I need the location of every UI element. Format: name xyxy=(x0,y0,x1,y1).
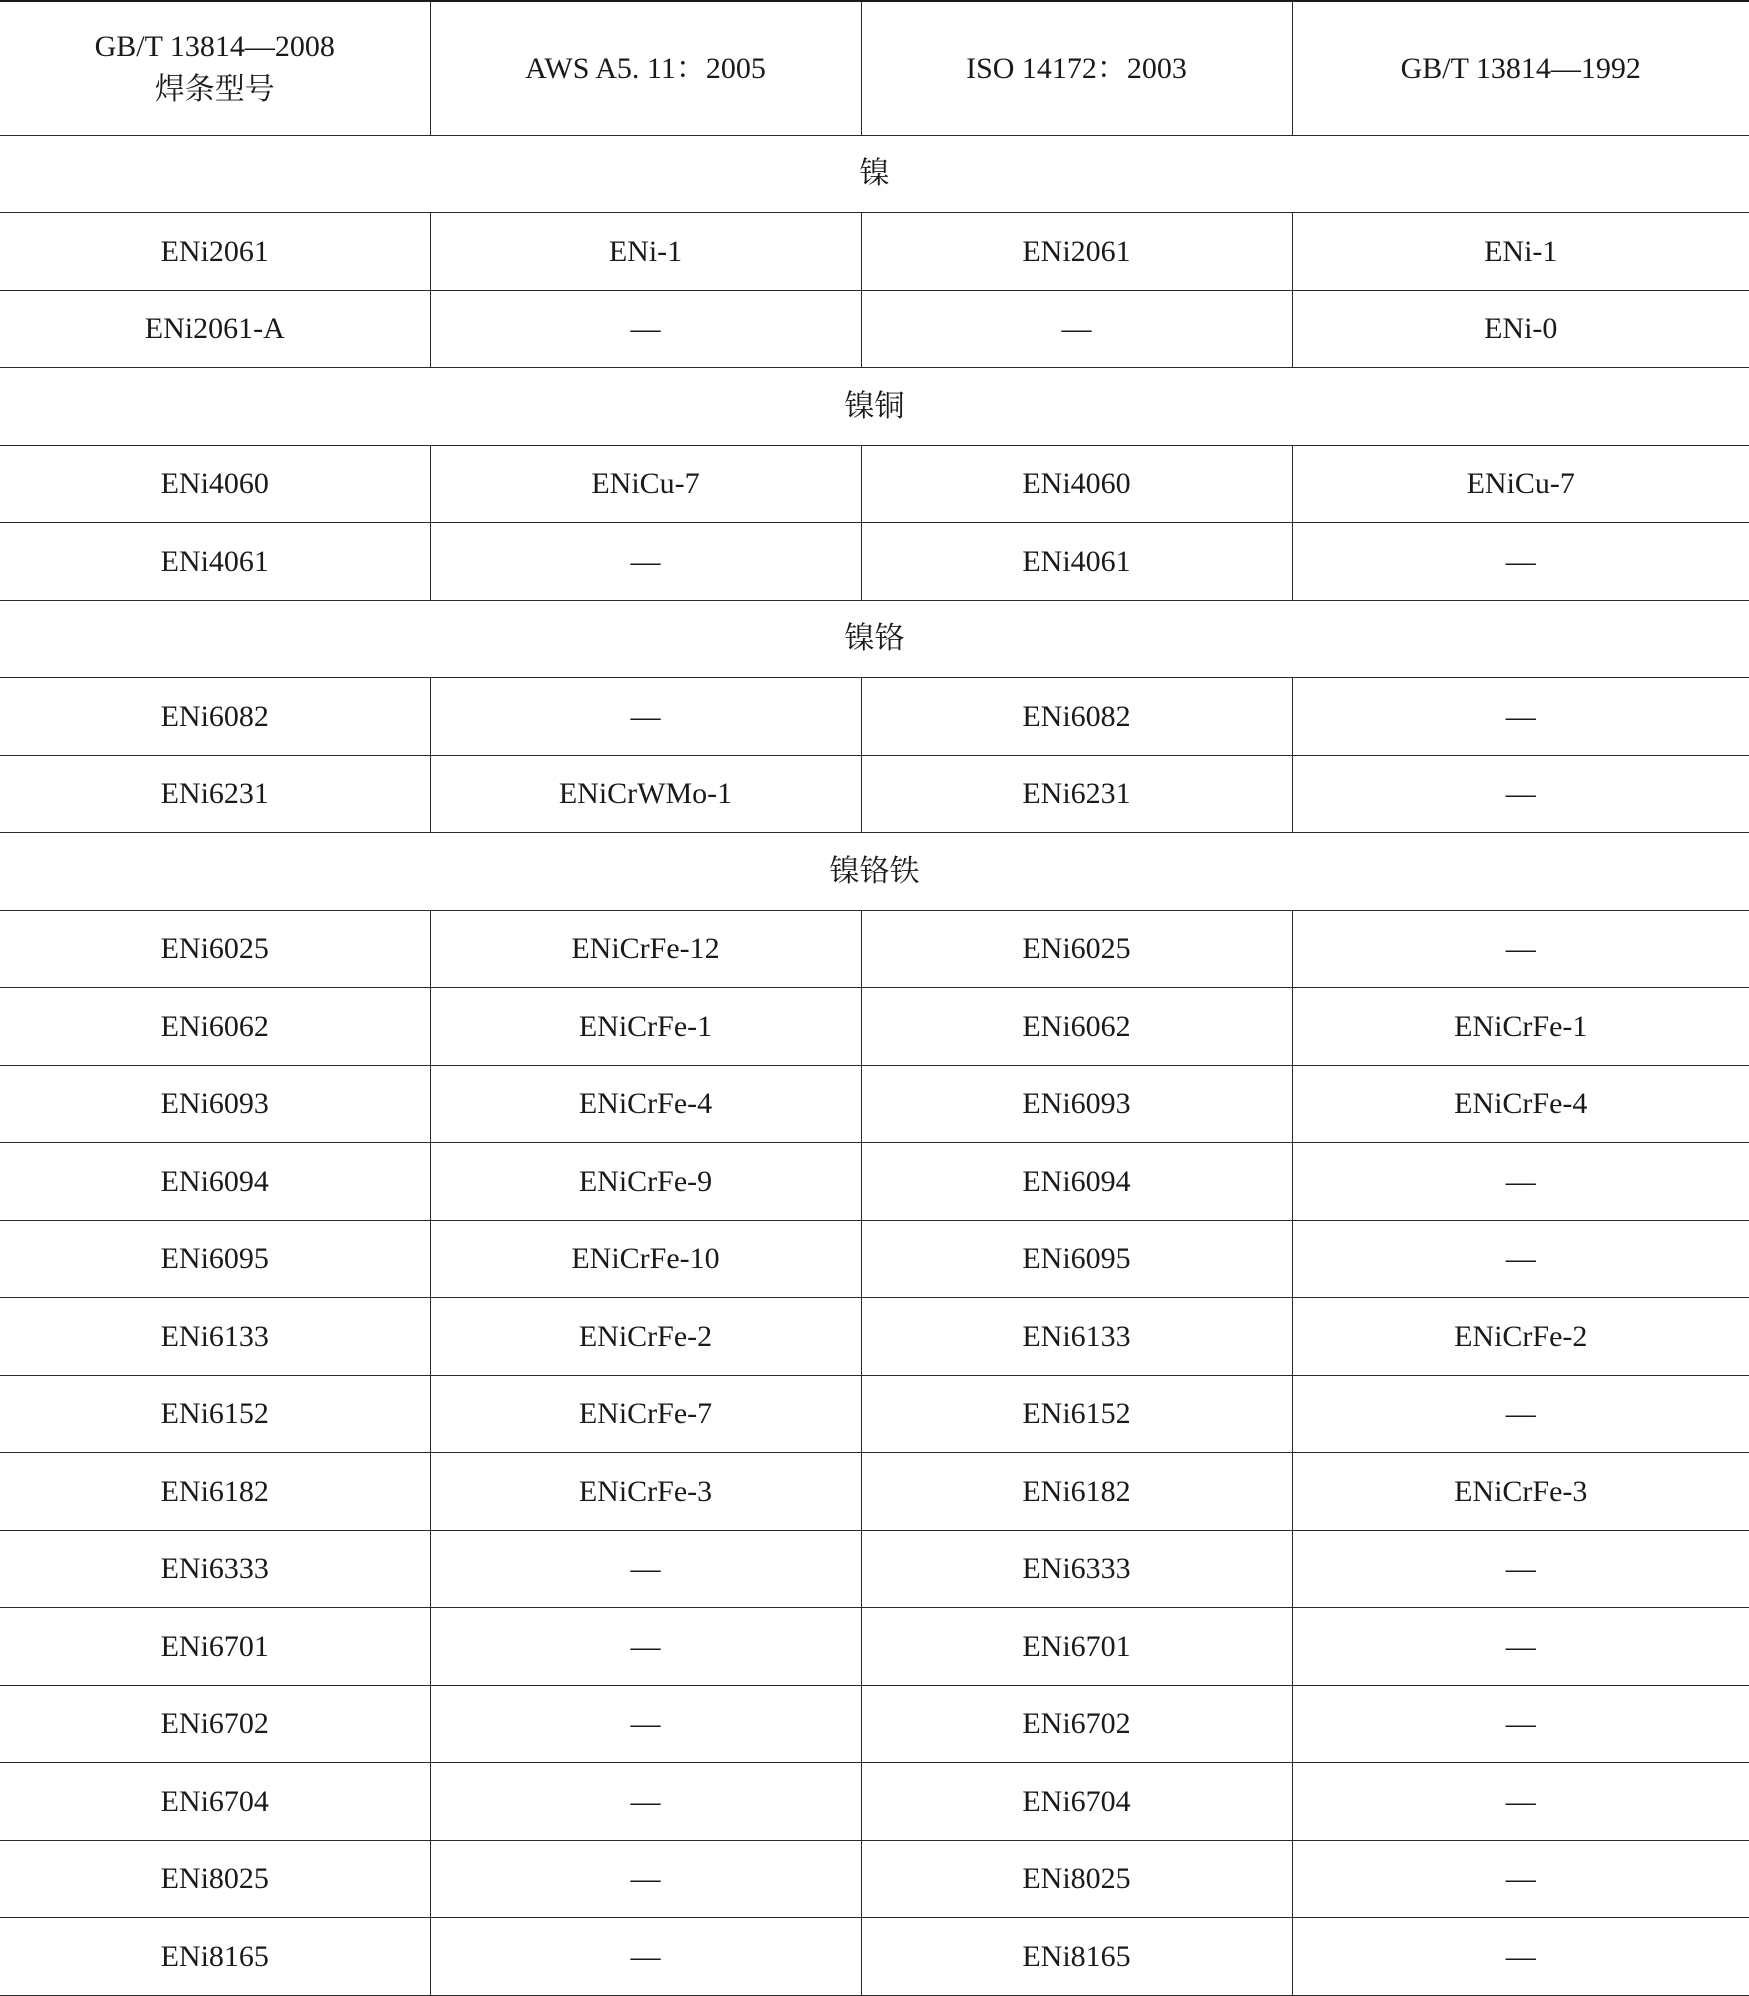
cell-aws: ENiCrFe-2 xyxy=(430,1298,861,1376)
table-row xyxy=(0,1453,1749,1531)
cell-iso: ENi2061 xyxy=(861,213,1292,291)
cell-iso: ENi6133 xyxy=(861,1298,1292,1376)
cell-gb-1992: ENi-1 xyxy=(1292,213,1749,291)
cell-gb-2008: ENi4060 xyxy=(0,445,430,523)
cell-gb-1992: — xyxy=(1292,910,1749,988)
cell-gb-2008: ENi6182 xyxy=(0,1453,430,1531)
header-aws xyxy=(430,1,861,135)
cell-aws: ENiCrWMo-1 xyxy=(430,755,861,833)
cell-iso: ENi4060 xyxy=(861,445,1292,523)
section-heading: 镍铬铁 xyxy=(0,833,1749,911)
table-row xyxy=(0,755,1749,833)
cell-gb-1992: — xyxy=(1292,1918,1749,1996)
cell-aws: — xyxy=(430,523,861,601)
table-row xyxy=(0,1065,1749,1143)
cell-aws: ENiCrFe-4 xyxy=(430,1065,861,1143)
cell-gb-1992: — xyxy=(1292,1530,1749,1608)
section-row xyxy=(0,600,1749,678)
cell-aws: ENi-1 xyxy=(430,213,861,291)
cell-iso: ENi4061 xyxy=(861,523,1292,601)
cell-gb-2008: ENi6025 xyxy=(0,910,430,988)
cell-aws: — xyxy=(430,678,861,756)
cell-aws: ENiCrFe-7 xyxy=(430,1375,861,1453)
header-iso-line: ISO 14172：2003 xyxy=(862,47,1292,91)
cell-gb-2008: ENi6082 xyxy=(0,678,430,756)
cell-aws: ENiCrFe-9 xyxy=(430,1143,861,1221)
table-row xyxy=(0,1298,1749,1376)
cell-gb-1992: — xyxy=(1292,1220,1749,1298)
cell-gb-1992: ENi-0 xyxy=(1292,290,1749,368)
cell-gb-1992: — xyxy=(1292,1763,1749,1841)
table-row xyxy=(0,678,1749,756)
table-row xyxy=(0,1220,1749,1298)
table-body xyxy=(0,135,1749,1995)
table-row xyxy=(0,910,1749,988)
cell-gb-1992: — xyxy=(1292,1608,1749,1686)
cell-aws: — xyxy=(430,1530,861,1608)
table-row xyxy=(0,213,1749,291)
cell-gb-2008: ENi2061 xyxy=(0,213,430,291)
table-row xyxy=(0,1918,1749,1996)
table-row xyxy=(0,1840,1749,1918)
cell-aws: — xyxy=(430,1840,861,1918)
cell-aws: ENiCrFe-3 xyxy=(430,1453,861,1531)
cell-iso: ENi6704 xyxy=(861,1763,1292,1841)
cell-gb-1992: — xyxy=(1292,755,1749,833)
cell-iso: ENi6082 xyxy=(861,678,1292,756)
cell-aws: — xyxy=(430,1918,861,1996)
table-row xyxy=(0,1530,1749,1608)
cell-gb-1992: — xyxy=(1292,1840,1749,1918)
cell-aws: — xyxy=(430,290,861,368)
cell-gb-1992: ENiCrFe-1 xyxy=(1292,988,1749,1066)
section-heading: 镍铬 xyxy=(0,600,1749,678)
header-gb-2008-line-1: GB/T 13814—2008 xyxy=(0,25,430,69)
cell-iso: ENi6152 xyxy=(861,1375,1292,1453)
cell-iso: — xyxy=(861,290,1292,368)
header-gb-2008-line-2: 焊条型号 xyxy=(0,68,430,112)
cell-iso: ENi6702 xyxy=(861,1685,1292,1763)
cell-gb-2008: ENi6333 xyxy=(0,1530,430,1608)
header-row xyxy=(0,1,1749,135)
header-iso xyxy=(861,1,1292,135)
cell-iso: ENi6094 xyxy=(861,1143,1292,1221)
cell-gb-2008: ENi6702 xyxy=(0,1685,430,1763)
cell-iso: ENi6182 xyxy=(861,1453,1292,1531)
cell-aws: ENiCrFe-10 xyxy=(430,1220,861,1298)
table-row xyxy=(0,1608,1749,1686)
header-gb-1992-line: GB/T 13814—1992 xyxy=(1293,47,1749,91)
cell-iso: ENi6062 xyxy=(861,988,1292,1066)
cell-gb-2008: ENi6093 xyxy=(0,1065,430,1143)
cell-gb-2008: ENi2061-A xyxy=(0,290,430,368)
cell-aws: ENiCrFe-12 xyxy=(430,910,861,988)
cell-gb-2008: ENi6231 xyxy=(0,755,430,833)
cell-gb-1992: — xyxy=(1292,678,1749,756)
cell-aws: — xyxy=(430,1685,861,1763)
cell-iso: ENi6025 xyxy=(861,910,1292,988)
cell-aws: ENiCrFe-1 xyxy=(430,988,861,1066)
cell-iso: ENi6701 xyxy=(861,1608,1292,1686)
table-row xyxy=(0,988,1749,1066)
table-header xyxy=(0,1,1749,135)
cell-gb-1992: — xyxy=(1292,1143,1749,1221)
cell-gb-1992: ENiCrFe-4 xyxy=(1292,1065,1749,1143)
cell-gb-2008: ENi8165 xyxy=(0,1918,430,1996)
cell-gb-2008: ENi6094 xyxy=(0,1143,430,1221)
cell-iso: ENi8025 xyxy=(861,1840,1292,1918)
header-gb-2008 xyxy=(0,1,430,135)
cell-gb-2008: ENi6133 xyxy=(0,1298,430,1376)
cell-gb-2008: ENi6701 xyxy=(0,1608,430,1686)
cell-gb-2008: ENi8025 xyxy=(0,1840,430,1918)
cell-gb-1992: — xyxy=(1292,1685,1749,1763)
section-row xyxy=(0,833,1749,911)
cell-iso: ENi6333 xyxy=(861,1530,1292,1608)
table-row xyxy=(0,290,1749,368)
cell-iso: ENi6231 xyxy=(861,755,1292,833)
section-heading: 镍铜 xyxy=(0,368,1749,446)
section-heading: 镍 xyxy=(0,135,1749,213)
cell-gb-1992: — xyxy=(1292,523,1749,601)
cell-gb-2008: ENi6095 xyxy=(0,1220,430,1298)
cell-iso: ENi6093 xyxy=(861,1065,1292,1143)
cell-gb-1992: ENiCrFe-2 xyxy=(1292,1298,1749,1376)
cell-aws: ENiCu-7 xyxy=(430,445,861,523)
cell-gb-2008: ENi6152 xyxy=(0,1375,430,1453)
header-aws-line: AWS A5. 11：2005 xyxy=(431,47,861,91)
header-gb-1992 xyxy=(1292,1,1749,135)
cell-gb-2008: ENi6062 xyxy=(0,988,430,1066)
cell-gb-2008: ENi6704 xyxy=(0,1763,430,1841)
table-row xyxy=(0,1763,1749,1841)
cell-aws: — xyxy=(430,1763,861,1841)
cell-iso: ENi8165 xyxy=(861,1918,1292,1996)
table-row xyxy=(0,1685,1749,1763)
table-row xyxy=(0,1375,1749,1453)
section-row xyxy=(0,368,1749,446)
cell-iso: ENi6095 xyxy=(861,1220,1292,1298)
table-row xyxy=(0,523,1749,601)
cell-gb-1992: — xyxy=(1292,1375,1749,1453)
cell-gb-1992: ENiCrFe-3 xyxy=(1292,1453,1749,1531)
cell-gb-2008: ENi4061 xyxy=(0,523,430,601)
cell-aws: — xyxy=(430,1608,861,1686)
table-row xyxy=(0,445,1749,523)
table-row xyxy=(0,1143,1749,1221)
cell-gb-1992: ENiCu-7 xyxy=(1292,445,1749,523)
section-row xyxy=(0,135,1749,213)
